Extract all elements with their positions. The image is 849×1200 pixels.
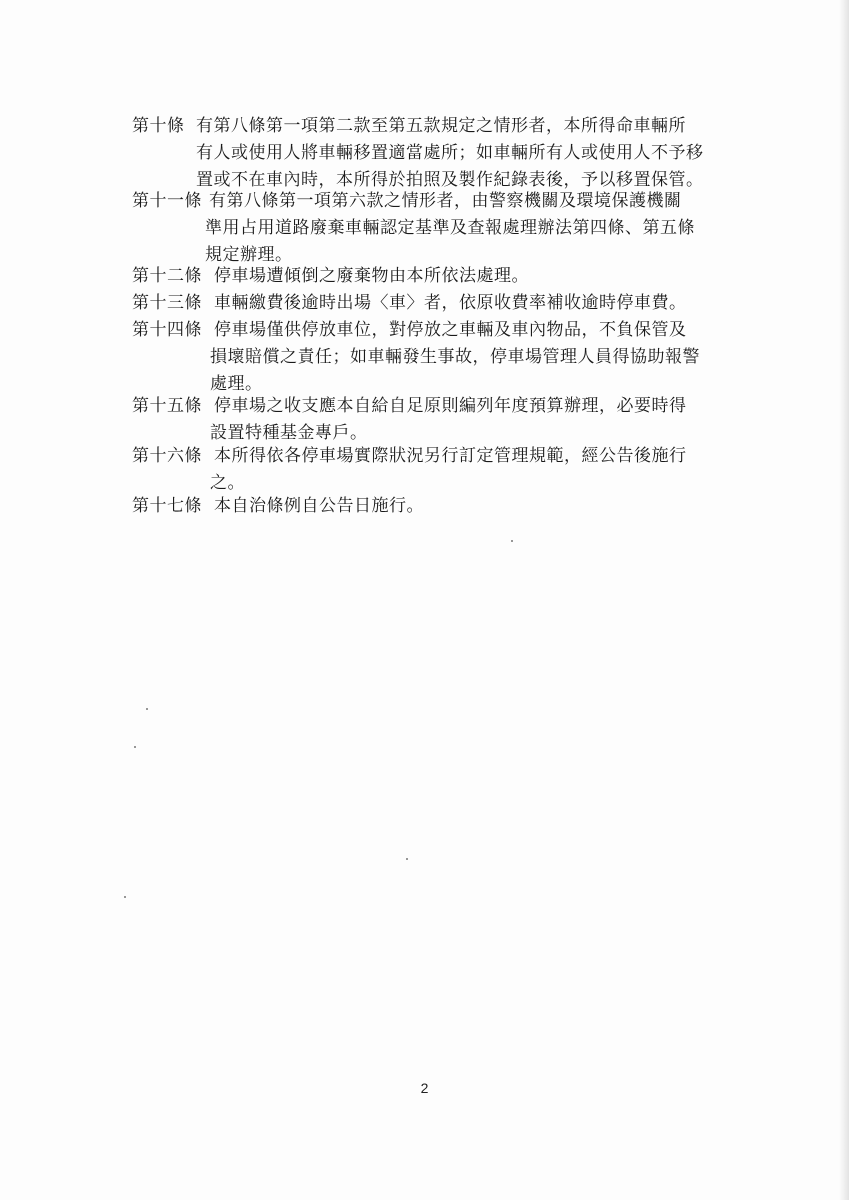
article-10-line-2: 有人或使用人將車輛移置適當處所；如車輛所有人或使用人不予移	[196, 143, 704, 163]
article-12-line-1: 停車場遭傾倒之廢棄物由本所依法處理。	[214, 266, 529, 286]
article-14-line-3: 處理。	[210, 374, 263, 394]
article-11-line-3: 規定辦理。	[205, 245, 293, 265]
scan-speck	[406, 858, 408, 860]
article-16-label: 第十六條	[132, 446, 202, 466]
article-16-line-2: 之。	[210, 473, 245, 493]
article-17-line-1: 本自治條例自公告日施行。	[214, 496, 424, 516]
article-14-line-2: 損壞賠償之責任；如車輛發生事故，停車場管理人員得協助報警	[210, 347, 700, 367]
article-15-label: 第十五條	[132, 396, 202, 416]
article-15-line-1: 停車場之收支應本自給自足原則編列年度預算辦理，必要時得	[214, 396, 687, 416]
scan-speck	[146, 708, 148, 710]
article-17-label: 第十七條	[132, 496, 202, 516]
article-10-label: 第十條	[132, 116, 185, 136]
article-10-line-3: 置或不在車內時，本所得於拍照及製作紀錄表後，予以移置保管。	[196, 170, 704, 190]
article-13-label: 第十三條	[132, 293, 202, 313]
article-11-line-2: 準用占用道路廢棄車輛認定基準及查報處理辦法第四條、第五條	[205, 218, 695, 238]
scan-speck	[134, 746, 136, 748]
article-14-label: 第十四條	[132, 320, 202, 340]
scan-speck	[511, 540, 513, 542]
page-number: 2	[420, 1080, 429, 1096]
article-11-line-1: 有第八條第一項第六款之情形者，由警察機關及環境保護機關	[209, 191, 682, 211]
article-12-label: 第十二條	[132, 266, 202, 286]
article-11-label: 第十一條	[132, 191, 202, 211]
scan-speck	[124, 896, 126, 898]
article-14-line-1: 停車場僅供停放車位，對停放之車輛及車內物品，不負保管及	[214, 320, 687, 340]
article-16-line-1: 本所得依各停車場實際狀況另行訂定管理規範，經公告後施行	[214, 446, 687, 466]
article-10-line-1: 有第八條第一項第二款至第五款規定之情形者，本所得命車輛所	[196, 116, 686, 136]
scan-edge-shadow	[839, 0, 849, 1200]
article-13-line-1: 車輛繳費後逾時出場〈車〉者，依原收費率補收逾時停車費。	[214, 293, 687, 313]
article-15-line-2: 設置特種基金專戶。	[210, 423, 368, 443]
